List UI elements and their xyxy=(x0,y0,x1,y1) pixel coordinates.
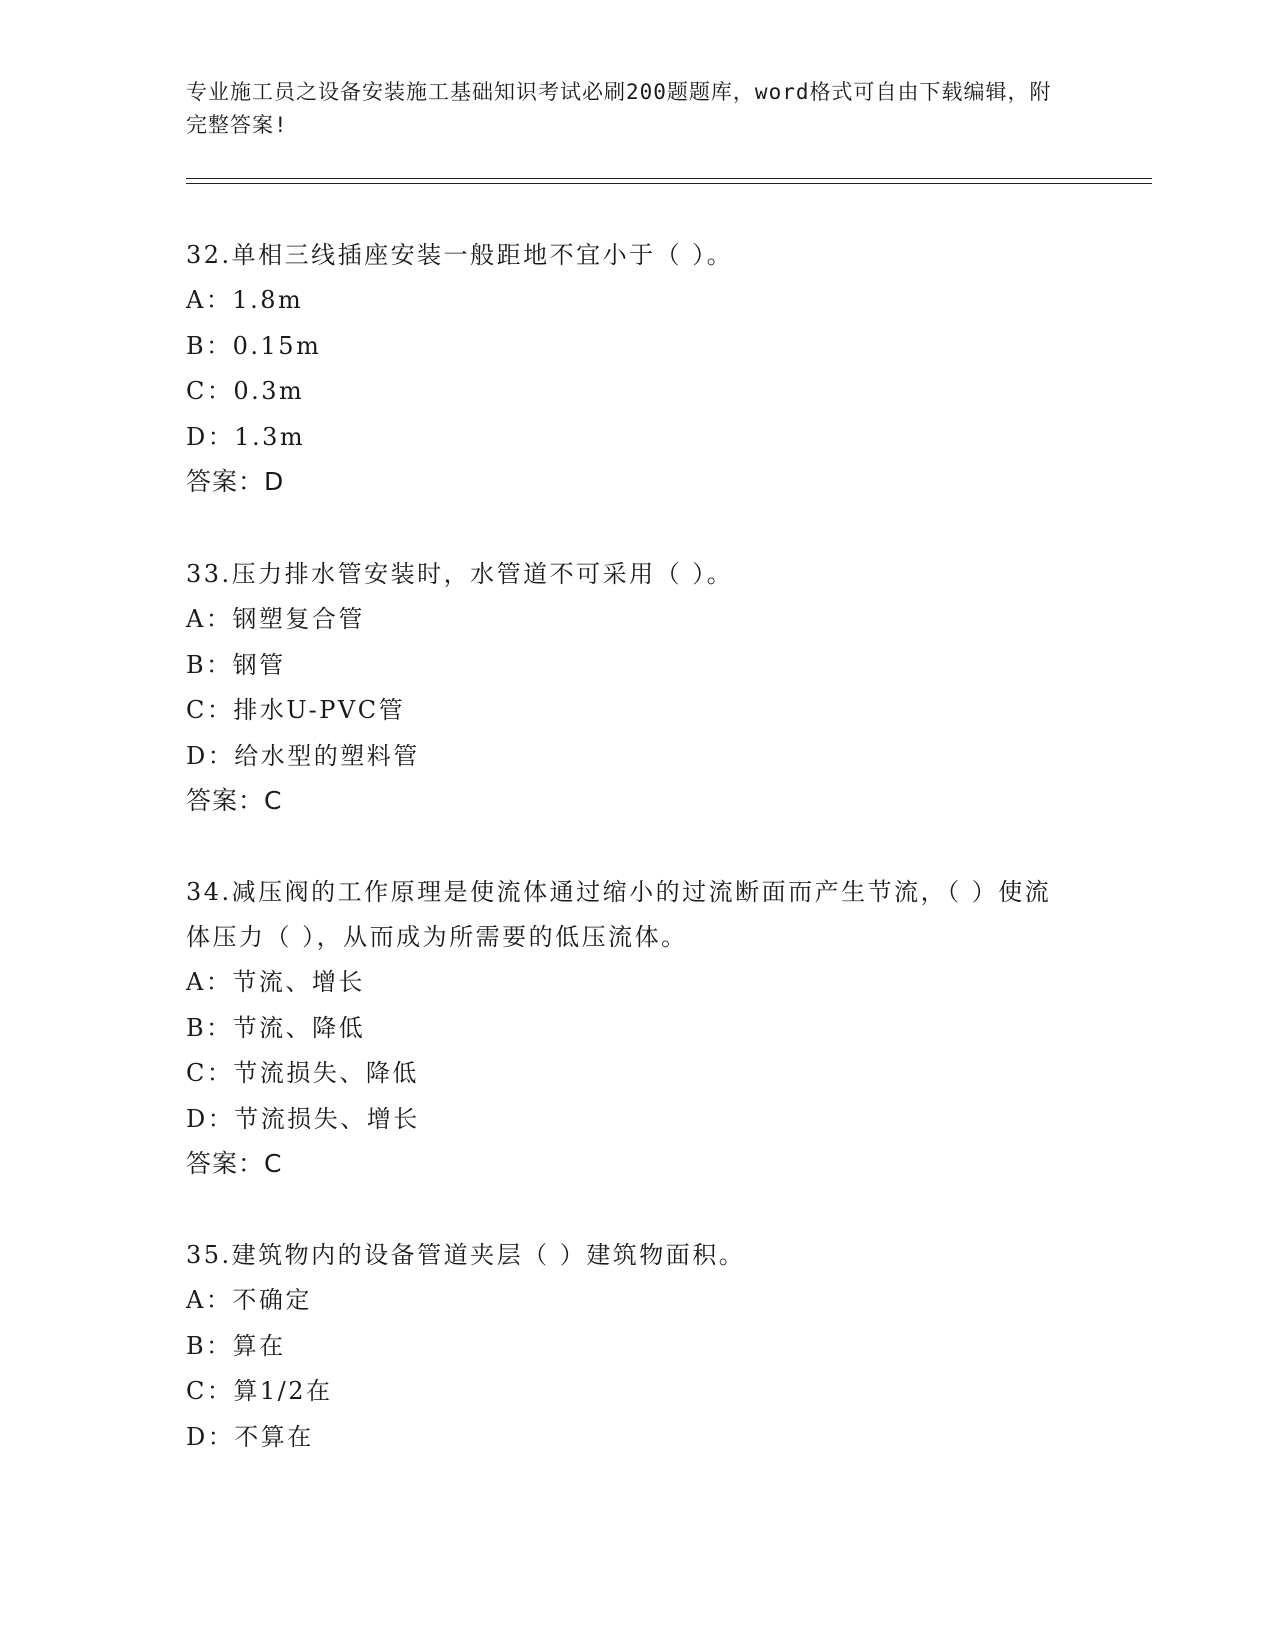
option-a: A：钢塑复合管 xyxy=(186,605,365,633)
question-stem: 34.减压阀的工作原理是使流体通过缩小的过流断面而产生节流，（ ）使流体压力（ ），从而成为所需要的低压流体。 xyxy=(186,878,1052,951)
question-35 xyxy=(186,1233,1066,1460)
option-a: A：节流、增长 xyxy=(186,968,365,996)
option-d: D：节流损失、增长 xyxy=(186,1104,420,1133)
option-a: A：1.8m xyxy=(186,286,304,314)
option-c: C：节流损失、降低 xyxy=(186,1059,419,1087)
option-d: D：1.3m xyxy=(186,422,306,451)
option-b: B：节流、降低 xyxy=(186,1013,366,1042)
question-stem: 32.单相三线插座安装一般距地不宜小于（ ）。 xyxy=(186,241,734,269)
option-d: D：给水型的塑料管 xyxy=(186,741,420,770)
question-32 xyxy=(186,233,1066,504)
option-b: B：钢管 xyxy=(186,650,286,679)
document-title: 专业施工员之设备安装施工基础知识考试必刷200题题库，word格式可自由下载编辑，附完整答案! xyxy=(186,80,1052,137)
header-divider-bottom xyxy=(186,183,1152,184)
option-c: C：排水U-PVC管 xyxy=(186,696,406,724)
document-header xyxy=(186,76,1066,142)
question-stem: 33.压力排水管安装时，水管道不可采用（ ）。 xyxy=(186,560,734,588)
question-33 xyxy=(186,552,1066,823)
option-a: A：不确定 xyxy=(186,1286,312,1314)
option-c: C：算1/2在 xyxy=(186,1377,333,1405)
option-b: B：算在 xyxy=(186,1331,286,1360)
header-divider-top xyxy=(186,178,1152,179)
question-stem: 35.建筑物内的设备管道夹层（ ）建筑物面积。 xyxy=(186,1241,746,1269)
question-34 xyxy=(186,870,1066,1186)
answer-line: 答案：C xyxy=(186,786,283,815)
answer-line: 答案：C xyxy=(186,1149,283,1178)
answer-line: 答案：D xyxy=(186,467,285,496)
option-d: D：不算在 xyxy=(186,1422,314,1451)
option-c: C：0.3m xyxy=(186,377,305,405)
option-b: B：0.15m xyxy=(186,331,322,360)
